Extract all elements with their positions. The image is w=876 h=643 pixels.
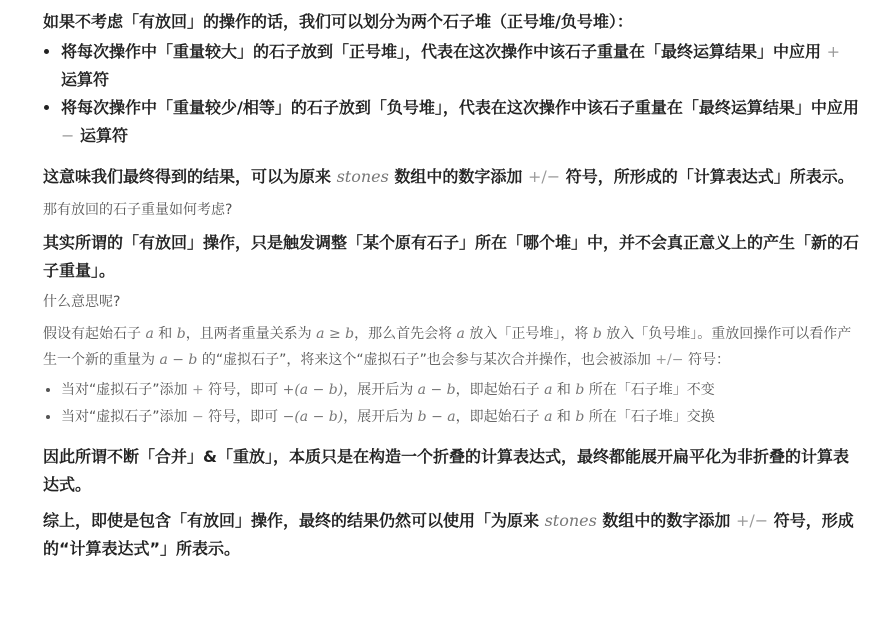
question-paragraph: 那有放回的石子重量如何考虑? xyxy=(43,202,233,218)
pile-rules-list xyxy=(43,38,860,150)
list-item: • 当对“虚拟石子”添加 + 符号，即可 +(a − b)，展开后为 a − b，即起始石子 a 和 b 所在「石子堆」不变 xyxy=(61,377,860,404)
conclusion-paragraph: 因此所谓不断「合并」&「重放」，本质只是在构造一个折叠的计算表达式，最终都能展开扁平化为非折叠的计算表达式。 xyxy=(43,447,849,494)
explanation-paragraph: 其实所谓的「有放回」操作，只是触发调整「某个原有石子」所在「哪个堆」中，并不会真正意义上的产生「新的石子重量」。 xyxy=(43,233,860,280)
virtual-stone-list xyxy=(43,377,860,431)
summary-paragraph: 综上，即使是包含「有放回」操作，最终的结果仍然可以使用「为原来 stones 数组中的数字添加 +/− 符号，形成的“计算表达式”」所表示。 xyxy=(43,511,854,558)
math-plus-minus: +/− xyxy=(528,167,561,186)
math-plus-minus: +/− xyxy=(736,511,769,530)
math-stones: stones xyxy=(336,167,389,186)
minus-operator: − xyxy=(61,126,75,145)
meaning-paragraph: 这意味我们最终得到的结果，可以为原来 stones 数组中的数字添加 +/− 符号，所形成的「计算表达式」所表示。 xyxy=(43,167,854,186)
plus-operator: + xyxy=(826,42,840,61)
intro-paragraph: 如果不考虑「有放回」的操作的话，我们可以划分为两个石子堆（正号堆/负号堆）： xyxy=(43,12,633,31)
list-item: • 将每次操作中「重量较大」的石子放到「正号堆」，代表在这次操作中该石子重量在「最终运算结果」中应用 + 运算符 xyxy=(61,38,860,94)
list-item: • 当对“虚拟石子”添加 − 符号，即可 −(a − b)，展开后为 b − a，即起始石子 a 和 b 所在「石子堆」交换 xyxy=(61,404,860,431)
math-stones: stones xyxy=(544,511,597,530)
what-means-paragraph: 什么意思呢? xyxy=(43,294,121,310)
example-paragraph: 假设有起始石子 a 和 b，且两者重量关系为 a ≥ b，那么首先会将 a 放入「正号堆」，将 b 放入「负号堆」。重放回操作可以看作产生一个新的重量为 a − b 的“虚拟石子”，将来这个“虚拟石子”也会参与某次合并操作，也会被添加 +/− 符号： xyxy=(43,326,852,368)
list-item: • 将每次操作中「重量较少/相等」的石子放到「负号堆」，代表在这次操作中该石子重量在「最终运算结果」中应用 − 运算符 xyxy=(61,94,860,150)
